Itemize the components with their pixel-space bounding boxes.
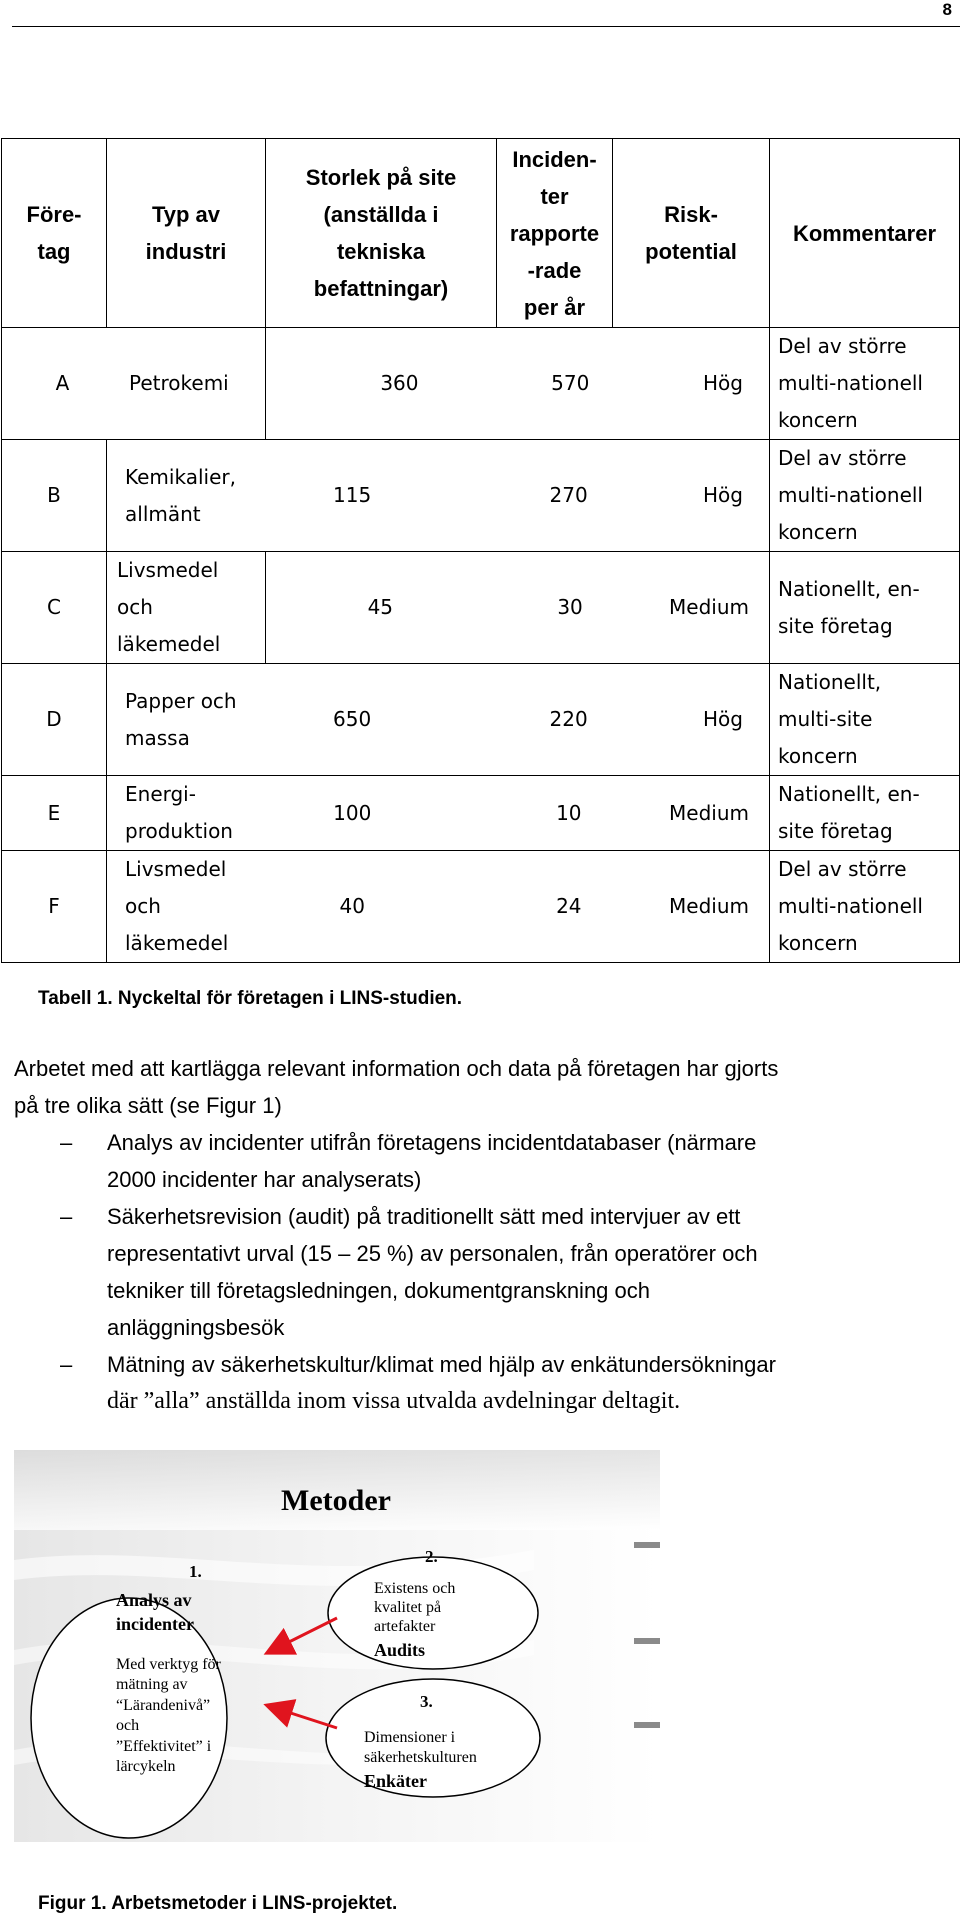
method-3-number: 3. (420, 1692, 433, 1711)
method-list (0, 1124, 960, 1420)
column-header: Storlek på site (anställda i tekniska befattningar) (266, 139, 497, 328)
table-caption: Tabell 1. Nyckeltal för företagen i LINS-studien. (38, 988, 463, 1009)
company-cell: C (2, 552, 107, 664)
list-item-line: Säkerhetsrevision (audit) på traditionellt sätt med intervjuer av ett (107, 1204, 741, 1229)
merged-cell (107, 440, 770, 552)
incidents-cell: 570 (551, 371, 590, 395)
table-row (2, 851, 960, 963)
dash-marker: – (60, 1352, 73, 1377)
methods-figure (14, 1450, 660, 1842)
method-3-title: Enkäter (364, 1771, 427, 1791)
merged-cell (2, 328, 266, 440)
list-item-line: tekniker till företagsledningen, dokumentgranskning och (107, 1278, 650, 1303)
risk-cell: Medium (669, 800, 750, 825)
column-header: Risk- potential (613, 139, 770, 328)
intro-line: Arbetet med att kartlägga relevant information och data på företagen har gjorts (14, 1056, 779, 1081)
method-1-line: och (116, 1717, 140, 1734)
merged-cell (107, 664, 770, 776)
industry-cell: Livsmedel och läkemedel (125, 857, 229, 955)
list-item-line: 2000 incidenter har analyserats) (107, 1167, 422, 1192)
comment-cell: Nationellt, en- site företag (770, 776, 960, 851)
incidents-cell: 30 (557, 595, 583, 619)
risk-cell: Medium (669, 894, 750, 918)
company-cell: E (2, 776, 107, 851)
intro-line: på tre olika sätt (se Figur 1) (14, 1093, 282, 1118)
merged-cell (266, 328, 770, 440)
page-number: 8 (942, 0, 952, 19)
method-1-line: Med verktyg för (116, 1656, 221, 1673)
company-cell: D (2, 664, 107, 776)
company-cell: A (55, 371, 70, 395)
company-cell: F (2, 851, 107, 963)
industry-cell: Papper och massa (125, 688, 237, 750)
merged-cell (266, 552, 770, 664)
table-row (2, 552, 960, 664)
size-cell: 360 (380, 371, 419, 395)
dash-marker: – (60, 1204, 73, 1229)
table-header-row (2, 139, 960, 328)
list-item-line: anläggningsbesök (107, 1315, 285, 1340)
method-1-number: 1. (189, 1562, 202, 1581)
comment-cell: Nationellt, multi-site koncern (770, 664, 960, 776)
industry-cell: Kemikalier, allmänt (125, 464, 236, 526)
method-2-line: artefakter (374, 1618, 436, 1635)
method-1-title: incidenter (116, 1614, 194, 1634)
method-1-line: “Lärandenivå” (116, 1697, 211, 1714)
method-3-line: Dimensioner i (364, 1729, 456, 1746)
list-item-line: Mätning av säkerhetskultur/klimat med hjälp av enkätundersökningar (107, 1352, 776, 1377)
method-1-title: Analys av (116, 1590, 192, 1610)
industry-cell: Petrokemi (129, 371, 229, 395)
industry-cell: Livsmedel och läkemedel (107, 552, 266, 664)
incidents-cell: 10 (556, 800, 582, 825)
size-cell: 115 (333, 483, 372, 507)
size-cell: 650 (333, 707, 372, 731)
comment-cell: Del av större multi-nationell koncern (770, 440, 960, 552)
method-2-line: kvalitet på (374, 1599, 442, 1616)
comment-cell: Del av större multi-nationell koncern (770, 851, 960, 963)
column-header: Typ av industri (107, 139, 266, 328)
merged-cell (107, 851, 770, 963)
size-cell: 100 (333, 800, 372, 825)
comment-cell: Del av större multi-nationell koncern (770, 328, 960, 440)
list-item (0, 1124, 960, 1198)
dash-marker: – (60, 1130, 73, 1155)
method-3-line: säkerhetskulturen (364, 1749, 477, 1766)
figure-title: Metoder (281, 1484, 391, 1517)
company-cell: B (2, 440, 107, 552)
list-item (0, 1346, 960, 1420)
table-row (2, 328, 960, 440)
decorative-bar (634, 1542, 660, 1548)
method-1-line: mätning av (116, 1676, 188, 1693)
list-item-line: Analys av incidenter utifrån företagens incidentdatabaser (närmare (107, 1130, 757, 1155)
industry-cell: Energi- produktion (125, 782, 233, 843)
list-item-line: representativt urval (15 – 25 %) av personalen, från operatörer och (107, 1241, 758, 1266)
merged-cell (107, 776, 770, 851)
risk-cell: Hög (703, 371, 743, 395)
decorative-bar (634, 1638, 660, 1644)
comment-cell: Nationellt, en- site företag (770, 552, 960, 664)
figure-caption: Figur 1. Arbetsmetoder i LINS-projektet. (38, 1893, 398, 1914)
method-1-line: ”Effektivitet” i (116, 1738, 212, 1755)
table-row (2, 776, 960, 851)
method-2-title: Audits (374, 1640, 426, 1660)
incidents-cell: 24 (556, 894, 582, 918)
key-figures-table (1, 138, 960, 963)
method-2-line: Existens och (374, 1580, 456, 1597)
list-item (0, 1198, 960, 1346)
risk-cell: Hög (703, 483, 743, 507)
size-cell: 45 (367, 595, 394, 619)
size-cell: 40 (339, 894, 365, 918)
decorative-bar (634, 1722, 660, 1728)
method-1-line: lärcykeln (116, 1758, 176, 1775)
incidents-cell: 270 (549, 483, 588, 507)
risk-cell: Medium (669, 595, 749, 619)
column-header: Inciden- ter rapporte -rade per år (497, 139, 613, 328)
risk-cell: Hög (703, 707, 743, 731)
table-row (2, 440, 960, 552)
incidents-cell: 220 (549, 707, 588, 731)
column-header: Före- tag (2, 139, 107, 328)
table-row (2, 664, 960, 776)
intro-paragraph (14, 1050, 954, 1124)
header-rule (12, 26, 960, 27)
list-item-line: där ”alla” anställda inom vissa utvalda avdelningar deltagit. (107, 1388, 681, 1414)
method-2-number: 2. (425, 1547, 438, 1566)
column-header: Kommentarer (770, 139, 960, 328)
